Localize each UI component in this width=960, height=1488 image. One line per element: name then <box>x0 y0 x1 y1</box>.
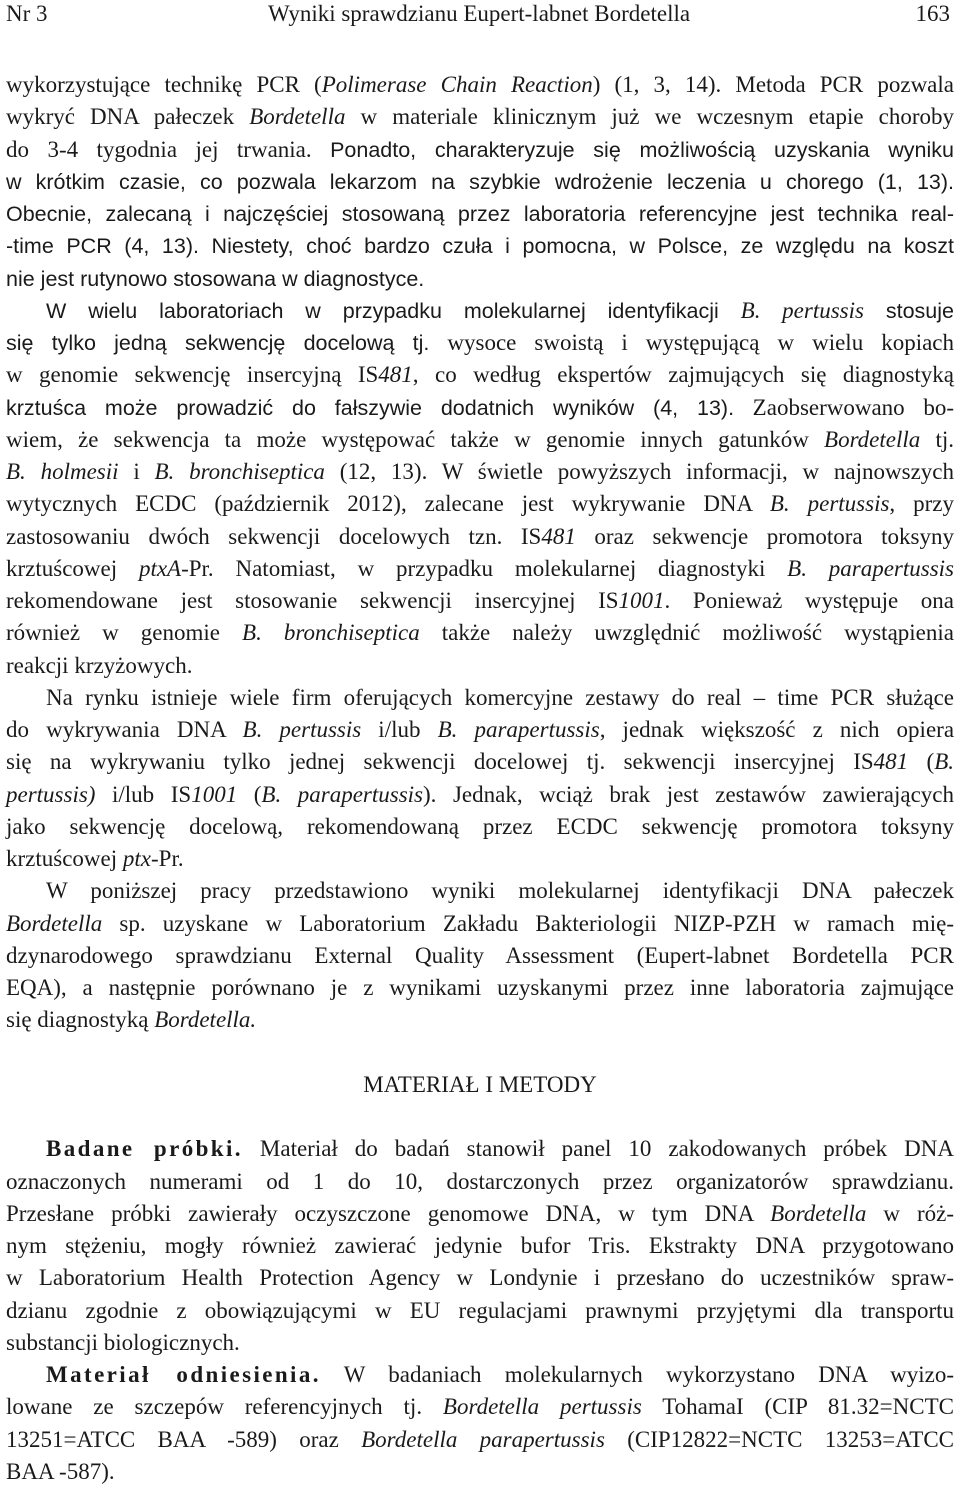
text-segment: BAA -587). <box>6 1458 115 1484</box>
text-segment: dzynarodowego sprawdzianu External Quality Assessment (Eupert-labnet Bordetella PCR <box>6 942 954 968</box>
text-line <box>6 908 954 940</box>
text-segment: wykorzystujące technikę PCR ( <box>6 72 322 97</box>
text-segment: lowane ze szczepów referencyjnych tj. <box>6 1394 443 1420</box>
text-segment: tj. <box>920 426 955 452</box>
text-segment: Materiał do badań stanowił panel 10 zakodowanych próbek DNA <box>242 1136 954 1162</box>
text-line <box>6 198 954 230</box>
italic-term: B. pertussis <box>242 717 362 742</box>
text-segment: oznaczonych numerami od 1 do 10, dostarczonych przez organizatorów sprawdzianu. <box>6 1168 954 1194</box>
italic-term: B. parapertussis <box>787 555 954 581</box>
text-segment: TohamaI (CIP 81.32=NCTC <box>641 1394 954 1420</box>
text-segment: się na wykrywaniu tylko jednej sekwencji docelowej tj. sekwencji insercyjnej IS <box>6 749 874 775</box>
text-segment: do 3-4 tygodnia jej trwania. <box>6 136 331 162</box>
text-segment: ( <box>237 781 262 807</box>
text-segment: i/lub IS <box>95 781 192 807</box>
text-line <box>6 682 954 714</box>
italic-term: B. pertussis <box>769 491 890 517</box>
text-segment: w genomie sekwencję insercyjną IS <box>6 362 379 388</box>
text-segment: Na rynku istnieje wiele firm oferujących komercyjne zestawy do real – time PCR służące <box>46 684 954 710</box>
page-number: 163 <box>915 1 950 26</box>
text-segment: , jednak większość z nich opiera <box>599 717 955 742</box>
text-segment: W wielu laboratoriach w przypadku molekularnej identyfikacji <box>46 298 741 323</box>
text-line <box>6 585 954 617</box>
italic-term: B. bronchiseptica <box>242 620 420 646</box>
italic-term: Bordetella <box>6 910 103 936</box>
issue-label: Nr 3 <box>6 1 48 26</box>
running-header <box>6 0 954 28</box>
text-segment: krztuśca może prowadzić do fałszywie dodatnich wyników (4, 13). <box>6 395 735 420</box>
text-segment: nym stężeniu, mogły również zawierać jedynie bufor Tris. Ekstrakty DNA przygotowano <box>6 1233 954 1258</box>
text-line <box>6 617 954 649</box>
text-segment: dzianu zgodnie z obowiązującymi w EU regulacjami prawnymi przyjętymi dla transportu <box>6 1297 954 1323</box>
italic-term: B. holmesii <box>6 459 119 484</box>
text-segment: oraz sekwencje promotora toksyny <box>575 523 954 549</box>
text-segment: wiem, że sekwencja ta może występować także w genomie innych gatunków <box>6 426 825 452</box>
italic-term: Bordetella <box>770 1200 867 1226</box>
text-line <box>6 1198 954 1230</box>
text-line <box>6 875 954 907</box>
text-segment: , co według ekspertów zajmujących się diagnostyką <box>412 362 954 388</box>
text-line <box>6 359 954 391</box>
text-line <box>6 1295 954 1327</box>
blank-line <box>6 1037 954 1069</box>
italic-term: Bordetella pertussis <box>442 1394 642 1420</box>
text-segment: . Ponieważ występuje ona <box>664 588 954 613</box>
italic-term: Bordetella parapertussis <box>361 1426 605 1452</box>
text-segment: 13251=ATCC BAA -589) oraz <box>6 1426 362 1452</box>
text-segment: , przy <box>889 491 955 517</box>
italic-term: B. <box>934 749 954 775</box>
text-line <box>6 1004 954 1036</box>
text-segment: jako sekwencję docelową, rekomendowaną przez ECDC sekwencję promotora toksyny <box>6 813 954 839</box>
text-segment: -time PCR (4, 13). <box>6 234 212 259</box>
text-line <box>6 553 954 585</box>
italic-term: 1001 <box>191 781 238 807</box>
text-line <box>6 263 954 295</box>
text-segment: nie jest rutynowo stosowana w diagnostyce. <box>6 266 425 291</box>
text-line <box>6 1166 954 1198</box>
text-line <box>6 811 954 843</box>
italic-term: B. parapertussis <box>437 717 600 742</box>
text-segment: substancji biologicznych. <box>6 1329 240 1355</box>
text-segment: W poniższej pracy przedstawiono wyniki molekularnej identyfikacji DNA pałeczek <box>46 878 954 904</box>
text-line <box>6 1327 954 1359</box>
text-segment: i <box>118 459 155 484</box>
text-segment: -Pr. Natomiast, w przypadku molekularnej diagnostyki <box>181 555 788 581</box>
text-line <box>6 456 954 488</box>
text-segment: krztuścowej <box>6 555 139 581</box>
text-segment: Obecnie, zalecaną i najczęściej stosowaną przez laboratoria referencyjne jest technika real- <box>6 202 954 226</box>
text-line <box>6 1262 954 1294</box>
italic-term: Bordetella. <box>154 1007 257 1033</box>
text-segment: W badaniach molekularnych wykorzystano DNA wyizo- <box>320 1362 954 1387</box>
text-line <box>6 650 954 682</box>
text-segment: w Laboratorium Health Protection Agency w Londynie i przesłano do uczestników spraw- <box>6 1265 954 1291</box>
text-line <box>6 1424 954 1456</box>
text-segment: wykryć DNA pałeczek <box>6 104 250 130</box>
text-segment: rekomendowane jest stosowanie sekwencji insercyjnej IS <box>6 588 619 613</box>
text-segment: w róż- <box>866 1200 954 1226</box>
italic-term: 1001 <box>618 588 665 613</box>
text-line <box>6 1133 954 1165</box>
italic-term: ptxA <box>138 555 182 581</box>
text-line <box>6 166 954 198</box>
text-line <box>6 424 954 456</box>
text-segment: ). Jednak, wciąż brak jest zestawów zawierających <box>423 781 954 807</box>
blank-line <box>6 1101 954 1133</box>
text-segment: MATERIAŁ I METODY <box>363 1071 597 1097</box>
text-line <box>6 101 954 133</box>
italic-term: Bordetella <box>249 104 346 130</box>
text-segment: stosuje <box>863 298 954 323</box>
article-body <box>6 69 954 1488</box>
text-line <box>6 488 954 520</box>
italic-term: Bordetella <box>824 426 921 452</box>
text-line <box>6 843 954 875</box>
text-line <box>6 972 954 1004</box>
text-segment: wysoce swoistą i występującą w wielu kopiach <box>429 330 955 355</box>
text-segment: (CIP12822=NCTC 13253=ATCC <box>604 1426 955 1452</box>
text-line <box>6 940 954 972</box>
text-segment: i/lub <box>361 717 438 742</box>
italic-term: ptx <box>122 846 151 871</box>
text-segment: w materiale klinicznym już we wczesnym etapie choroby <box>345 104 954 130</box>
subsection-label: Badane próbki. <box>46 1136 243 1162</box>
text-segment: wytycznych ECDC (październik 2012), zalecane jest wykrywanie DNA <box>6 491 770 517</box>
text-segment: -Pr. <box>151 846 184 871</box>
text-segment: się tylko jedną sekwencję docelową tj. <box>6 331 430 355</box>
text-segment: do wykrywania DNA <box>6 717 243 742</box>
text-segment: reakcji krzyżowych. <box>6 652 193 678</box>
text-line <box>6 1359 954 1391</box>
text-segment: w krótkim czasie, co pozwala lekarzom na szybkie wdrożenie leczenia u chorego (1, 13). <box>6 169 954 194</box>
text-segment: sp. uzyskane w Laboratorium Zakładu Bakteriologii NIZP-PZH w ramach mię- <box>102 910 954 936</box>
running-title: Wyniki sprawdzianu Eupert-labnet Bordetella <box>268 1 691 26</box>
text-line <box>6 521 954 553</box>
text-line <box>6 392 954 424</box>
text-line <box>6 295 954 327</box>
italic-term: 481 <box>378 362 413 388</box>
text-line <box>6 1230 954 1262</box>
italic-term: B. parapertussis <box>261 781 424 807</box>
text-line <box>6 1456 954 1488</box>
italic-term: B. bronchiseptica <box>154 459 325 484</box>
text-segment: Ponadto, charakteryzuje się możliwością uzyskania wyniku <box>330 137 954 162</box>
text-segment: także należy uwzględnić możliwość wystąpienia <box>419 620 954 646</box>
italic-term: pertussis) <box>6 781 96 807</box>
text-line <box>6 779 954 811</box>
text-segment: się diagnostyką <box>6 1007 155 1033</box>
italic-term: 481 <box>873 749 909 775</box>
text-line <box>6 69 954 101</box>
italic-term: Polimerase Chain Reaction <box>321 72 593 97</box>
text-segment: Przesłane próbki zawierały oczyszczone genomowe DNA, w tym DNA <box>6 1200 771 1226</box>
text-segment: zastosowaniu dwóch sekwencji docelowych tzn. IS <box>6 523 542 549</box>
italic-term: 481 <box>541 523 576 549</box>
text-line <box>6 327 954 359</box>
text-line <box>6 714 954 746</box>
text-segment: krztuścowej <box>6 846 123 871</box>
text-line <box>6 230 954 262</box>
text-segment: ( <box>908 749 935 775</box>
text-segment: Niestety, choć bardzo czuła i pomocna, w Polsce, ze względu na koszt <box>211 234 954 259</box>
text-segment: Zaobserwowano bo- <box>734 394 954 420</box>
text-segment: (12, 13). W świetle powyższych informacji, w najnowszych <box>324 459 954 484</box>
text-line <box>6 134 954 166</box>
text-line <box>6 1391 954 1423</box>
section-heading <box>6 1069 954 1101</box>
text-segment: również w genomie <box>6 620 243 646</box>
subsection-label: Materiał odniesienia. <box>46 1362 321 1387</box>
text-line <box>6 746 954 778</box>
italic-term: B. pertussis <box>740 297 864 323</box>
text-segment: ) (1, 3, 14). Metoda PCR pozwala <box>592 72 954 97</box>
text-segment: EQA), a następnie porównano je z wynikami uzyskanymi przez inne laboratoria zajmujące <box>6 975 954 1000</box>
